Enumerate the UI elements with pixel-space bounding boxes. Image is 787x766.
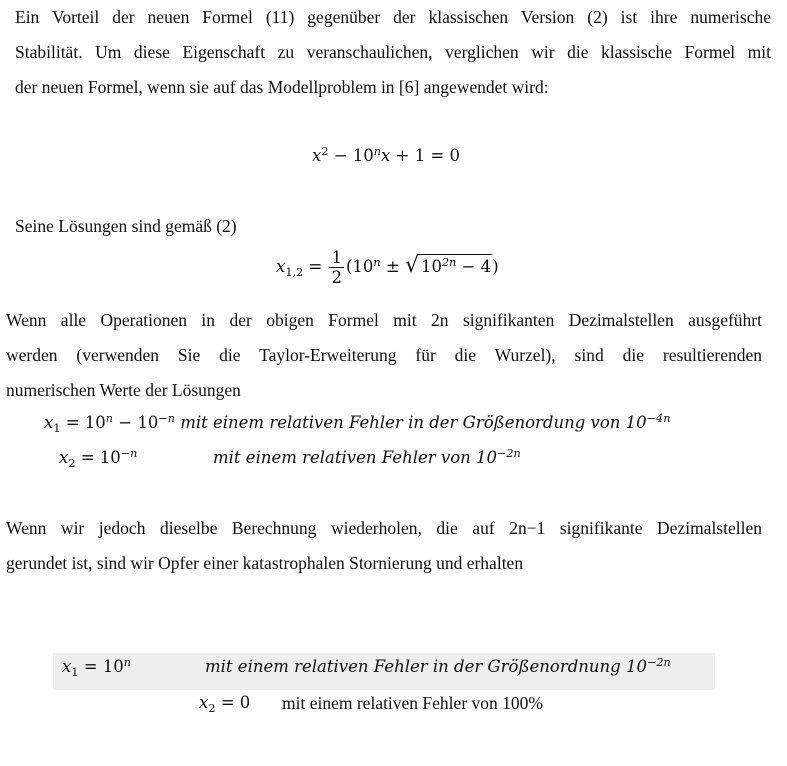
result-x2-rounded: $x_2 = 0$ — [199, 693, 251, 715]
para2-line-2: werden (verwenden Sie die Taylor-Erweiterung für die Wurzel), sind die resultierenden — [6, 345, 762, 365]
square-root: √ $10^{2n} - 4$ — [404, 253, 492, 278]
fraction-one-half: $\frac{1}{2}$ — [331, 248, 342, 287]
para2-line-3: numerischen Werte der Lösungen — [6, 380, 241, 400]
result-x2-rounded-error: mit einem relativen Fehler von 100% — [282, 693, 543, 713]
para2-line-1: Wenn alle Operationen in der obigen Formel mit 2n signifikanten Dezimalstellen ausgeführt — [6, 310, 762, 330]
result-x2-exact: $x_2 = 10^{-n}$ — [59, 446, 138, 470]
para3-line-1: Wenn wir jedoch dieselbe Berechnung wiederholen, die auf 2n−1 signifikante Dezimalstellen — [6, 518, 762, 538]
result-x2-error: mit einem relativen Fehler von $10^{-2n}$ — [213, 446, 521, 467]
solutions-text: Seine Lösungen sind gemäß (2) — [15, 216, 237, 236]
intro-line-3: der neuen Formel, wenn sie auf das Modellproblem in [6] angewendet wird: — [15, 77, 549, 97]
intro-line-1: Ein Vorteil der neuen Formel (11) gegenüber der klassischen Version (2) ist ihre numerische — [15, 7, 771, 27]
result-x1-rounded-error: mit einem relativen Fehler in der Größenordnung $10^{-2n}$ — [205, 655, 671, 676]
result-x1-rounded: $x_1 = 10^n$ — [62, 655, 131, 679]
equation-solutions: $x_{1,2}$ = $\frac{1}{2}$ ($10^n$ ± √ $10^{2n} - 4$) — [276, 248, 499, 287]
intro-line-2: Stabilität. Um diese Eigenschaft zu veranschaulichen, verglichen wir die klassische Formel mit — [15, 42, 771, 62]
para3-line-2: gerundet ist, sind wir Opfer einer katastrophalen Stornierung und erhalten — [6, 553, 524, 573]
equation-model-problem: $x^2 - 10^nx + 1 = 0$ — [312, 144, 460, 165]
result-x1-exact: $x_1 = 10^n - 10^{-n}$ mit einem relativen Fehler in der Größenordung von $10^{-4n}$ — [44, 411, 671, 435]
